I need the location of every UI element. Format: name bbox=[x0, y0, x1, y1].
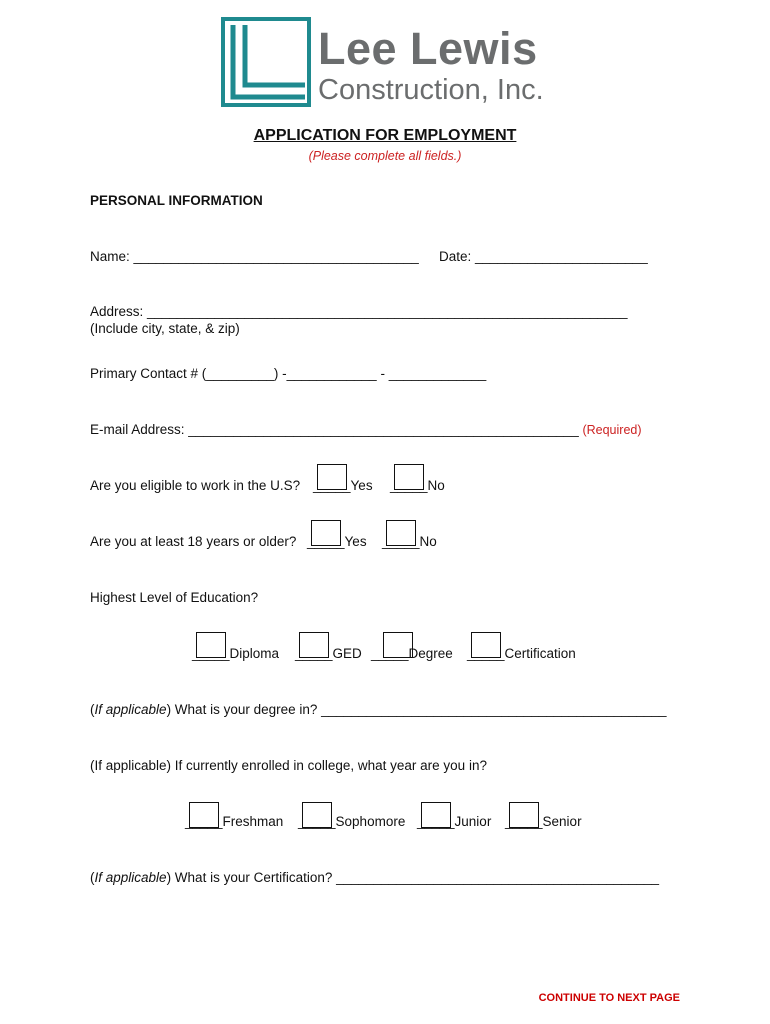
form-title: APPLICATION FOR EMPLOYMENT bbox=[253, 127, 517, 144]
email-required-note: (Required) bbox=[582, 423, 642, 437]
name-field[interactable]: Name: ______________________________________ bbox=[90, 249, 419, 264]
continue-next-page-note: CONTINUE TO NEXT PAGE bbox=[538, 992, 680, 1004]
degree-question-text: ) What is your degree in? ______________________________________________ bbox=[166, 702, 667, 717]
year-freshman-label: _____Freshman bbox=[185, 814, 284, 829]
education-question: Highest Level of Education? bbox=[90, 590, 259, 605]
education-diploma-label: _____Diploma bbox=[192, 646, 280, 661]
eligible-no-label: _____No bbox=[390, 478, 445, 493]
degree-question[interactable]: (If applicable) What is your degree in? ______________________________________________ bbox=[90, 702, 667, 717]
education-ged-label: _____GED bbox=[295, 646, 362, 661]
email-label: E-mail Address: ____________________________________________________ bbox=[90, 422, 579, 437]
date-field[interactable]: Date: _______________________ bbox=[439, 249, 648, 264]
phone-field[interactable]: Primary Contact # (_________) -____________ - _____________ bbox=[90, 366, 487, 381]
certification-question[interactable]: (If applicable) What is your Certification? ___________________________________________ bbox=[90, 870, 659, 885]
certification-question-text: ) What is your Certification? ___________________________________________ bbox=[166, 870, 659, 885]
college-year-question: (If applicable) If currently enrolled in college, what year are you in? bbox=[90, 758, 487, 773]
address-field[interactable]: Address: ________________________________________________________________ bbox=[90, 304, 628, 319]
address-note: (Include city, state, & zip) bbox=[90, 321, 240, 336]
email-field[interactable] bbox=[90, 422, 642, 437]
age-question: Are you at least 18 years or older? bbox=[90, 534, 297, 549]
eligible-question: Are you eligible to work in the U.S? bbox=[90, 478, 301, 493]
year-junior-label: _____Junior bbox=[417, 814, 492, 829]
company-logo-icon bbox=[221, 17, 311, 107]
degree-if-applicable: If applicable bbox=[94, 702, 167, 717]
section-heading: PERSONAL INFORMATION bbox=[90, 193, 263, 208]
year-senior-label: _____Senior bbox=[505, 814, 582, 829]
company-name: Lee Lewis bbox=[318, 23, 538, 74]
education-certification-label: _____Certification bbox=[467, 646, 576, 661]
age-yes-label: _____Yes bbox=[307, 534, 367, 549]
certification-if-applicable: If applicable bbox=[94, 870, 167, 885]
education-degree-label: _____Degree bbox=[371, 646, 453, 661]
age-no-label: _____No bbox=[382, 534, 437, 549]
year-sophomore-label: _____Sophomore bbox=[298, 814, 406, 829]
eligible-yes-label: _____Yes bbox=[313, 478, 373, 493]
form-subtitle: (Please complete all fields.) bbox=[308, 149, 462, 163]
company-subtitle: Construction, Inc. bbox=[318, 74, 544, 106]
